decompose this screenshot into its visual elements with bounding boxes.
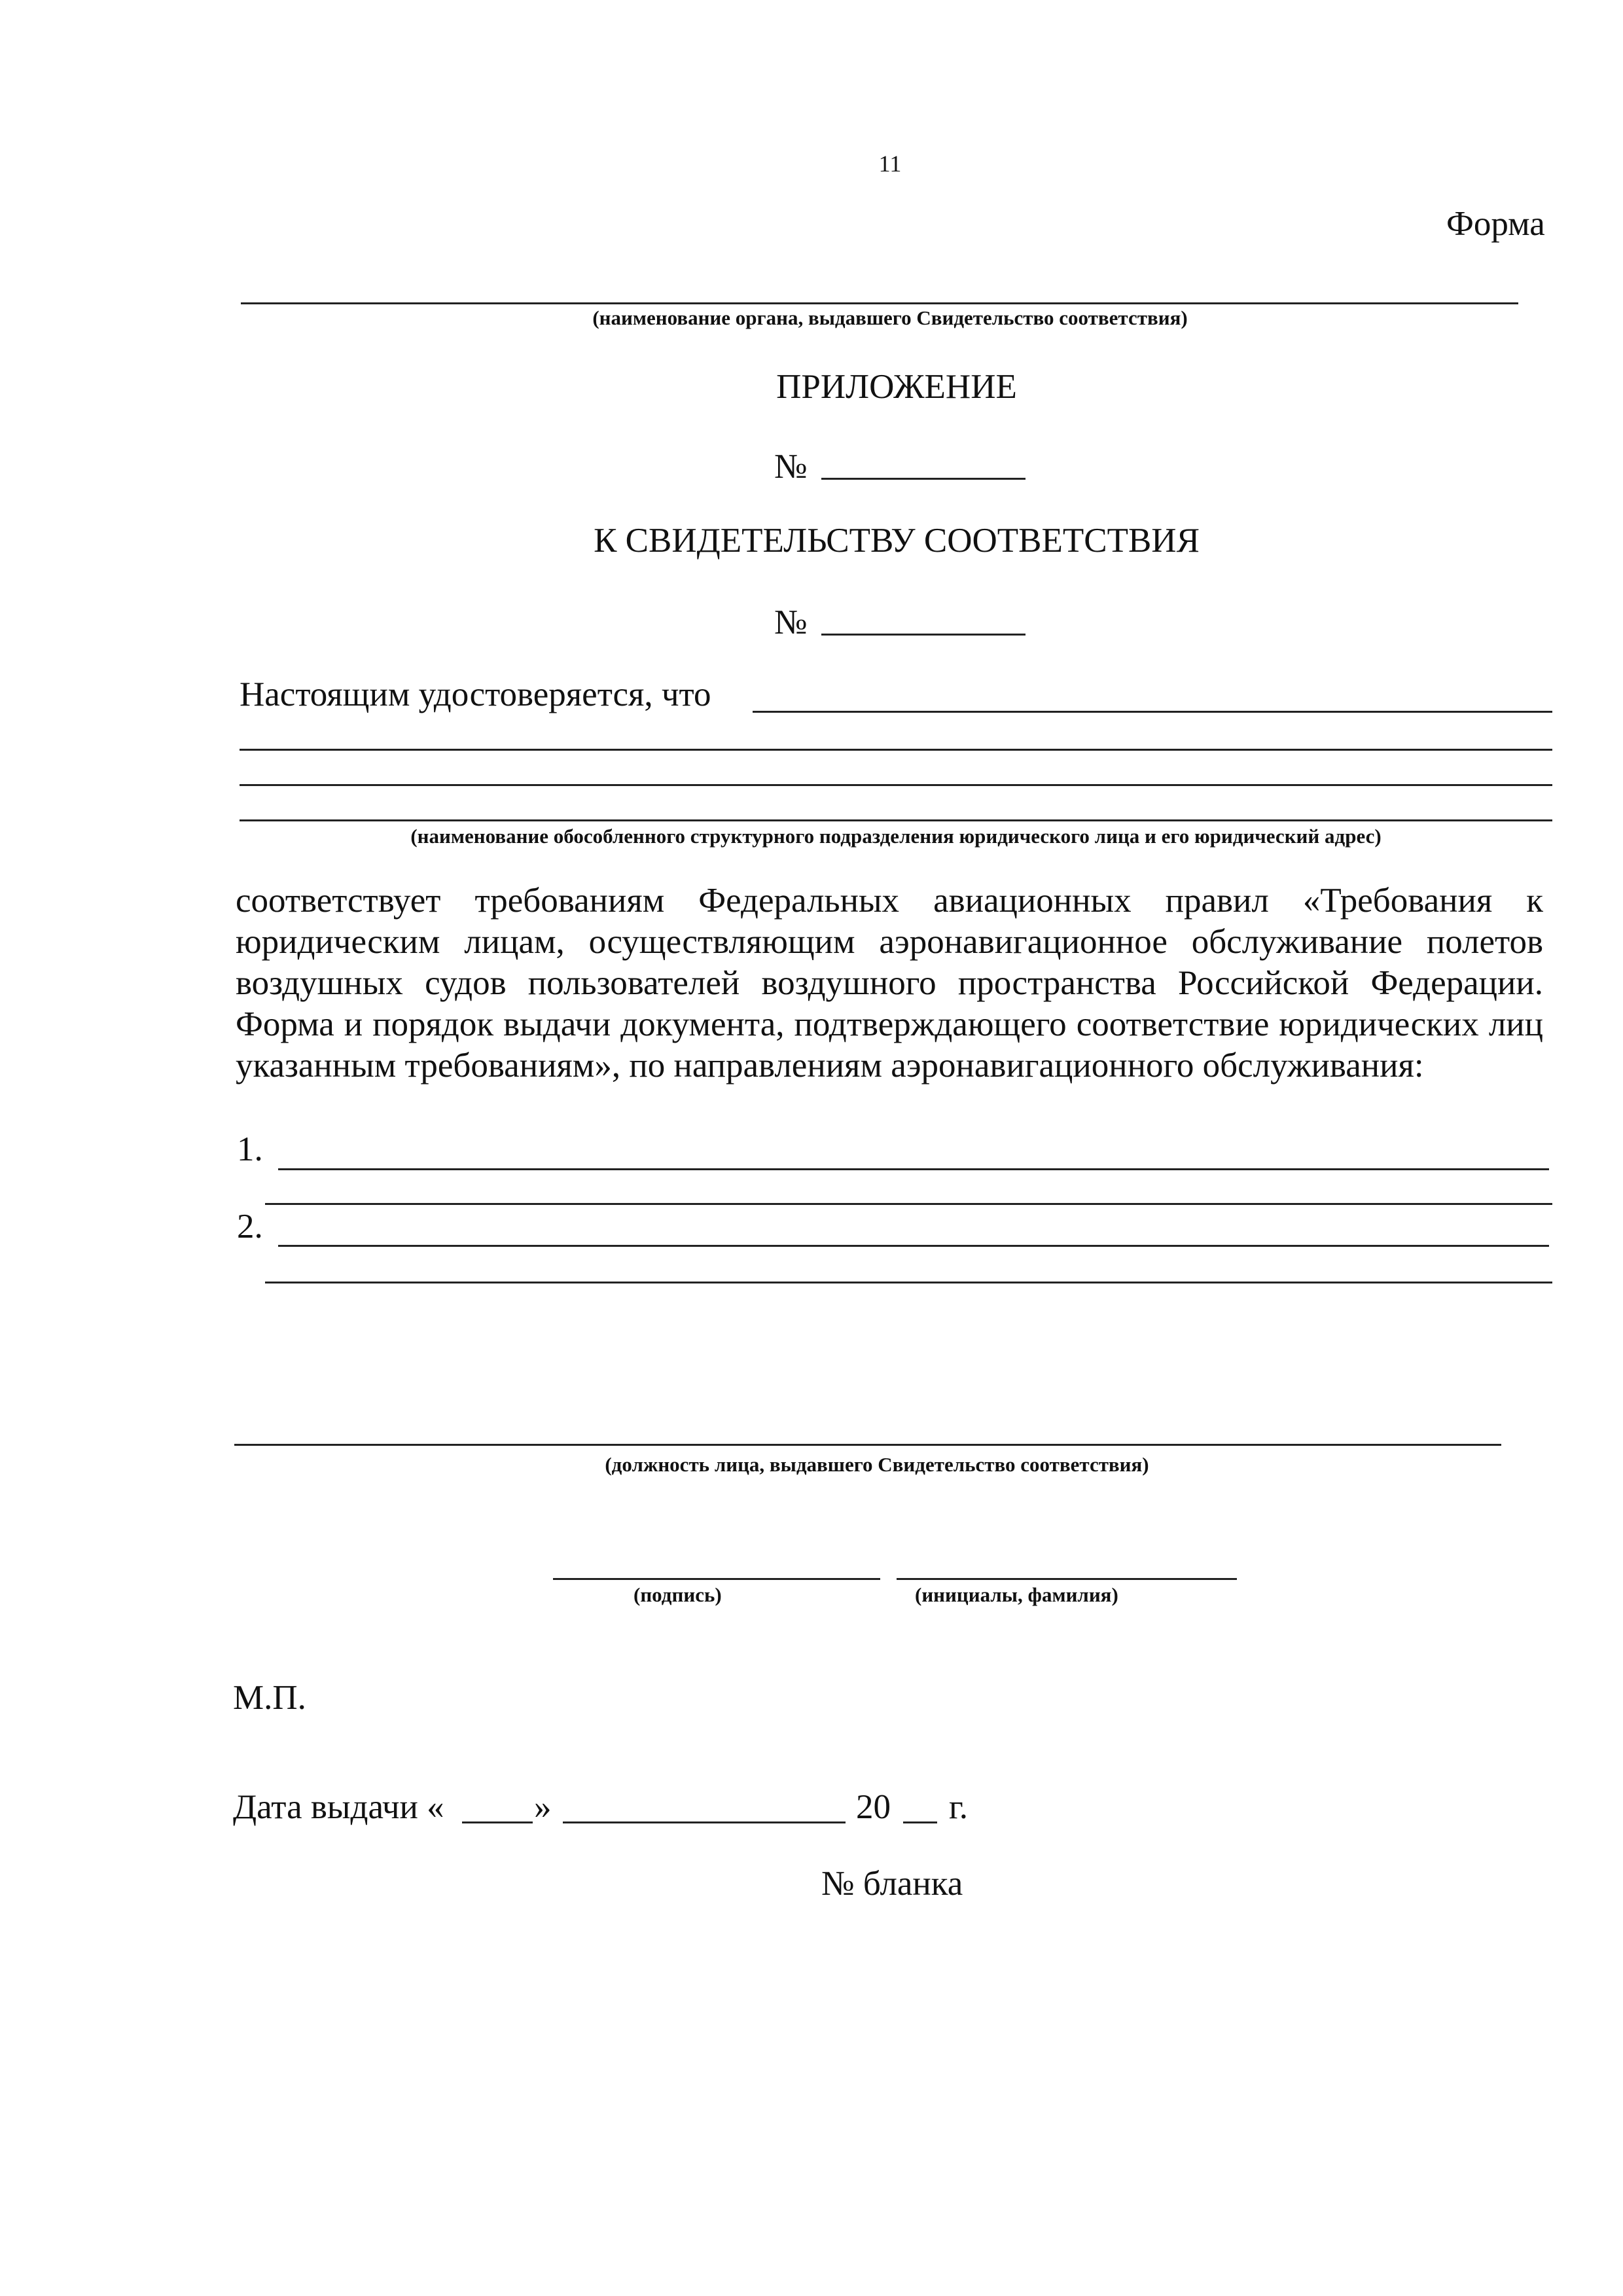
blank-number: № бланка bbox=[821, 1865, 963, 1903]
signature-line[interactable] bbox=[553, 1578, 880, 1580]
subdivision-line-4[interactable] bbox=[240, 819, 1552, 821]
page-number: 11 bbox=[878, 151, 902, 177]
issue-year-line[interactable] bbox=[903, 1821, 937, 1823]
issue-year-suffix: г. bbox=[949, 1788, 969, 1826]
certificate-number-line[interactable] bbox=[821, 634, 1026, 636]
issue-date-label: Дата выдачи « bbox=[233, 1788, 444, 1826]
body-paragraph: соответствует требованиям Федеральных авиационных правил «Требования к юридическим лицам, осуществляющим аэронавигационное обслуживание полетов воздушных судов пользователей воздушного пространства Российской Федерации. Форма и порядок выдачи документа, подтверждающего соответствие юридических лиц указанным требованиям», по направлениям аэронавигационного обслуживания: bbox=[236, 882, 1543, 1085]
list-item-1-line[interactable] bbox=[278, 1168, 1549, 1170]
certify-text: Настоящим удостоверяется, что bbox=[240, 675, 711, 713]
signature-caption: (подпись) bbox=[633, 1583, 722, 1606]
list-item-2-line[interactable] bbox=[278, 1245, 1549, 1247]
list-item-2-continuation-line[interactable] bbox=[265, 1282, 1552, 1283]
form-label: Форма bbox=[1446, 205, 1545, 243]
list-item-1-number: 1. bbox=[237, 1130, 263, 1168]
subdivision-caption: (наименование обособленного структурного подразделения юридического лица и его юридический адрес) bbox=[410, 825, 1382, 848]
appendix-title: ПРИЛОЖЕНИЕ bbox=[776, 368, 1017, 406]
subdivision-line-3[interactable] bbox=[240, 784, 1552, 786]
name-caption: (инициалы, фамилия) bbox=[915, 1583, 1118, 1606]
subdivision-line-1[interactable] bbox=[753, 711, 1552, 713]
subdivision-line-2[interactable] bbox=[240, 749, 1552, 751]
certificate-title: К СВИДЕТЕЛЬСТВУ СООТВЕТСТВИЯ bbox=[594, 522, 1200, 560]
issue-date-close: » bbox=[534, 1788, 552, 1826]
certificate-number-sign: № bbox=[774, 603, 808, 641]
issuer-caption: (наименование органа, выдавшего Свидетельство соответствия) bbox=[592, 306, 1188, 329]
issue-month-line[interactable] bbox=[563, 1821, 846, 1823]
position-line[interactable] bbox=[234, 1444, 1501, 1446]
stamp-place: М.П. bbox=[233, 1679, 306, 1717]
appendix-number-line[interactable] bbox=[821, 478, 1026, 480]
list-item-1-continuation-line[interactable] bbox=[265, 1203, 1552, 1205]
issue-year-prefix: 20 bbox=[856, 1788, 891, 1826]
position-caption: (должность лица, выдавшего Свидетельство соответствия) bbox=[605, 1453, 1149, 1476]
name-line[interactable] bbox=[897, 1578, 1237, 1580]
issue-day-line[interactable] bbox=[462, 1821, 533, 1823]
issuer-name-line[interactable] bbox=[241, 302, 1518, 304]
list-item-2-number: 2. bbox=[237, 1208, 263, 1246]
appendix-number-sign: № bbox=[774, 448, 808, 486]
